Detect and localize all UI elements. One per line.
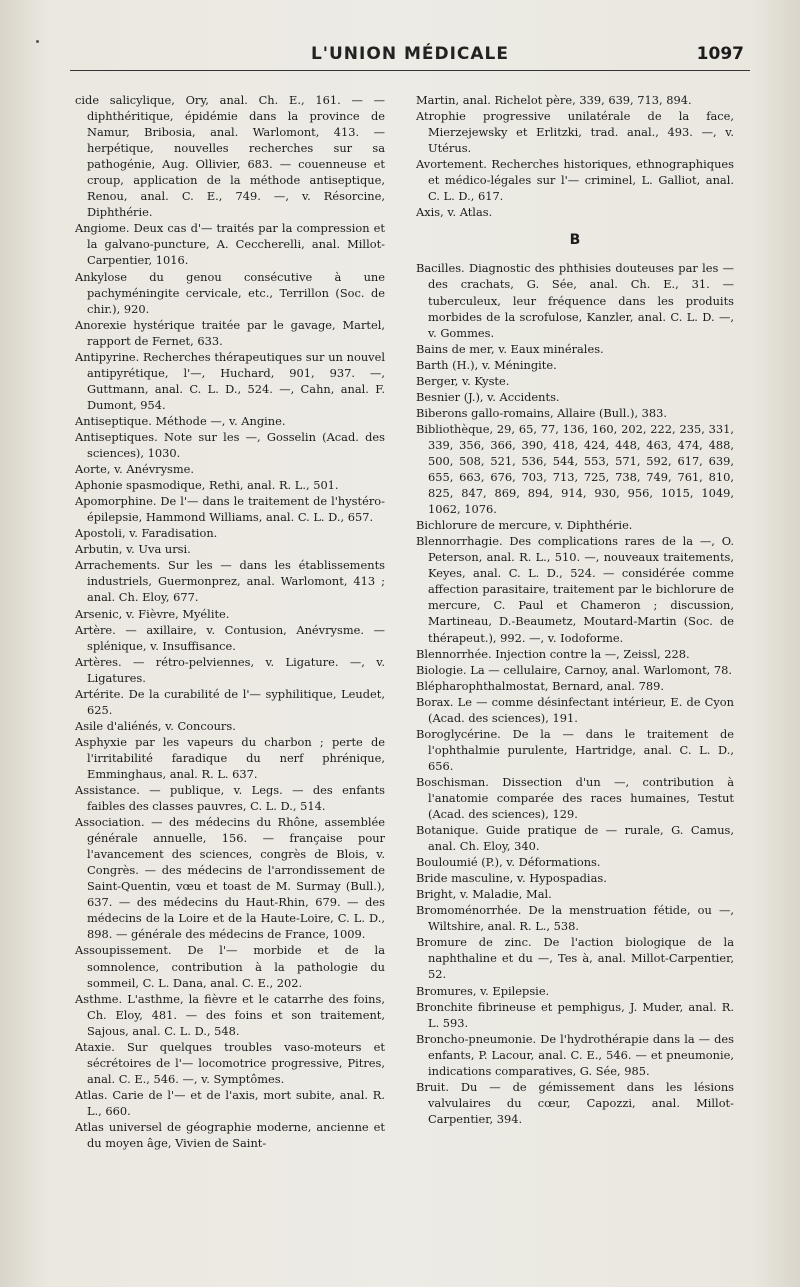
index-entry: Asphyxie par les vapeurs du charbon ; perte de l'irritabilité faradique du nerf phrénique, Emminghaus, anal. R. L. 637. xyxy=(75,734,385,781)
index-entry: Aphonie spasmodique, Rethi, anal. R. L., 501. xyxy=(75,478,339,493)
index-entry: Angiome. Deux cas d'— traités par la compression et la galvano-puncture, A. Ceccherelli, anal. Millot-Carpentier, 1016. xyxy=(75,221,385,268)
index-entry: Martin, anal. Richelot père, 339, 639, 713, 894. xyxy=(416,93,692,107)
section-letter-heading: B xyxy=(569,232,581,249)
index-entry: Bright, v. Maladie, Mal. xyxy=(416,887,552,902)
index-entry: Assistance. — publique, v. Legs. — des enfants faibles des classes pauvres, C. L. D., 514. xyxy=(75,783,385,814)
index-entry: Biberons gallo-romains, Allaire (Bull.), 383. xyxy=(416,405,668,420)
index-entry: Botanique. Guide pratique de — rurale, G. Camus, anal. Ch. Eloy, 340. xyxy=(416,823,734,854)
index-entry: Bromoménorrhée. De la menstruation fétide, ou —, Wiltshire, anal. R. L., 538. xyxy=(416,903,734,934)
index-entry: Bacilles. Diagnostic des phthisies douteuses par les — des crachats, G. Sée, anal. Ch. E., 31. — tuberculeux, leur fréquence dans les produits morbides de la scrofulose, Kanzler, anal. C. L. D. —, v. Gommes. xyxy=(416,261,734,340)
index-entry: Aorte, v. Anévrysme. xyxy=(75,462,195,477)
index-entry: Boschisman. Dissection d'un —, contribution à l'anatomie comparée des races humaines, Testut (Acad. des sciences), 129. xyxy=(416,774,734,822)
index-entry: Bouloumié (P.), v. Déformations. xyxy=(416,855,601,870)
right-column xyxy=(416,92,734,1127)
page-number: 1097 xyxy=(696,44,744,64)
index-entry: Artérite. De la curabilité de l'— syphilitique, Leudet, 625. xyxy=(75,686,385,717)
running-header xyxy=(70,40,750,76)
header-rule xyxy=(70,70,750,71)
index-entry: Association. — des médecins du Rhône, assemblée générale annuelle, 156. — française pour l'avancement des sciences, congrès de Blois, v. Congrès. — des médecins de l'arrondissement de Saint-Quentin, vœu et toast de M. Surmay (Bull.), 637. — des médecins du Haut-Rhin, 679. — des médecins de la Loire et de la Haute-Loire, C. L. D., 898. — générale des médecins de France, 1009. xyxy=(75,815,385,942)
index-entry: Bruit. Du — de gémissement dans les lésions valvulaires du cœur, Capozzi, anal. Millot-Carpentier, 394. xyxy=(416,1079,734,1126)
index-entry: Artères. — rétro-pelviennes, v. Ligature. —, v. Ligatures. xyxy=(75,654,385,685)
index-entry: Arbutin, v. Uva ursi. xyxy=(75,542,191,557)
index-entry: Barth (H.), v. Méningite. xyxy=(416,357,557,372)
index-entry: Berger, v. Kyste. xyxy=(416,373,510,388)
index-entry: Assoupissement. De l'— morbide et de la somnolence, contribution à la pathologie du sommeil, C. L. Dana, anal. C. E., 202. xyxy=(75,943,385,990)
index-entry: Boroglycérine. De la — dans le traitement de l'ophthalmie purulente, Hartridge, anal. C. L. D., 656. xyxy=(416,726,734,773)
index-entry: Apostoli, v. Faradisation. xyxy=(75,526,218,541)
index-entry: Bromure de zinc. De l'action biologique de la naphthaline et du —, Tes à, anal. Millot-Carpentier, 52. xyxy=(416,935,734,982)
index-entry: Broncho-pneumonie. De l'hydrothérapie dans la — des enfants, P. Lacour, anal. C. E., 546. — et pneumonie, indications comparatives, G. Sée, 985. xyxy=(416,1031,734,1078)
index-entry: Apomorphine. De l'— dans le traitement de l'hystéro-épilepsie, Hammond Williams, anal. C. L. D., 657. xyxy=(75,494,385,525)
left-column xyxy=(75,92,385,1151)
index-entry: Atlas universel de géographie moderne, ancienne et du moyen âge, Vivien de Saint- xyxy=(75,1120,385,1151)
index-entry: Avortement. Recherches historiques, ethnographiques et médico-légales sur l'— criminel, L. Galliot, anal. C. L. D., 617. xyxy=(416,157,734,204)
index-entry: Arsenic, v. Fièvre, Myélite. xyxy=(75,606,230,621)
index-entry: Axis, v. Atlas. xyxy=(416,205,493,220)
index-entry: Bains de mer, v. Eaux minérales. xyxy=(416,341,604,356)
index-entry: Asile d'aliénés, v. Concours. xyxy=(75,718,236,733)
index-entry: Borax. Le — comme désinfectant intérieur, E. de Cyon (Acad. des sciences), 191. xyxy=(416,694,734,725)
index-entry: cide salicylique, Ory, anal. Ch. E., 161. — — diphthéritique, épidémie dans la province de Namur, Bribosia, anal. Warlomont, 413. — herpétique, nouvelles recherches sur sa pathogénie, Aug. Ollivier, 683. — couenneuse et croup, application de la méthode antiseptique, Renou, anal. C. E., 749. —, v. Résorcine, Diphthérie. xyxy=(75,93,385,220)
index-entry: Besnier (J.), v. Accidents. xyxy=(416,389,560,404)
index-entry: Artère. — axillaire, v. Contusion, Anévrysme. — splénique, v. Insuffisance. xyxy=(75,622,385,653)
index-entry: Ataxie. Sur quelques troubles vaso-moteurs et sécrétoires de l'— locomotrice progressive, Pitres, anal. C. E., 546. —, v. Symptômes. xyxy=(75,1039,385,1086)
index-entry: Anorexie hystérique traitée par le gavage, Martel, rapport de Fernet, 633. xyxy=(75,317,385,348)
index-entry: Bichlorure de mercure, v. Diphthérie. xyxy=(416,518,633,533)
index-entry: Asthme. L'asthme, la fièvre et le catarrhe des foins, Ch. Eloy, 481. — des foins et son traitement, Sajous, anal. C. L. D., 548. xyxy=(75,991,385,1038)
index-entry: Blennorrhée. Injection contre la —, Zeissl, 228. xyxy=(416,646,690,661)
index-entry: Bride masculine, v. Hypospadias. xyxy=(416,871,607,886)
index-entry: Biologie. La — cellulaire, Carnoy, anal. Warlomont, 78. xyxy=(416,662,733,677)
index-entry: Atlas. Carie de l'— et de l'axis, mort subite, anal. R. L., 660. xyxy=(75,1087,385,1118)
index-entry: Antiseptique. Méthode —, v. Angine. xyxy=(75,413,286,428)
index-entry: Ankylose du genou consécutive à une pachyméningite cervicale, etc., Terrillon (Soc. de chir.), 920. xyxy=(75,269,385,316)
index-entry: Blennorrhagie. Des complications rares de la —, O. Peterson, anal. R. L., 510. —, nouveaux traitements, Keyes, anal. C. L. D., 524. — considérée comme affection parasitaire, traitement par le bichlorure de mercure, C. Paul et Chameron ; discussion, Martineau, D.-Beaumetz, Moutard-Martin (Soc. de thérapeut.), 992. —, v. Iodoforme. xyxy=(416,534,734,645)
index-entry: Antipyrine. Recherches thérapeutiques sur un nouvel antipyrétique, l'—, Huchard, 901, 937. —, Guttmann, anal. C. L. D., 524. —, Cahn, anal. F. Dumont, 954. xyxy=(75,349,385,412)
margin-speck xyxy=(36,40,39,43)
index-entry: Arrachements. Sur les — dans les établissements industriels, Guermonprez, anal. Warlomont, 413 ; anal. Ch. Eloy, 677. xyxy=(75,558,385,605)
index-entry: Atrophie progressive unilatérale de la face, Mierzejewsky et Erlitzki, trad. anal., 493. —, v. Utérus. xyxy=(416,109,734,156)
journal-title: L'UNION MÉDICALE xyxy=(310,44,510,64)
index-entry: Bronchite fibrineuse et pemphigus, J. Muder, anal. R. L. 593. xyxy=(416,999,734,1030)
index-entry: Blépharophthalmostat, Bernard, anal. 789. xyxy=(416,678,664,693)
index-entry: Bibliothèque, 29, 65, 77, 136, 160, 202, 222, 235, 331, 339, 356, 366, 390, 418, 424, 448, 463, 474, 488, 500, 508, 521, 536, 544, 553, 571, 592, 617, 639, 655, 663, 676, 703, 713, 725, 738, 749, 761, 810, 825, 847, 869, 894, 914, 930, 956, 1015, 1049, 1062, 1076. xyxy=(416,421,734,517)
index-entry: Antiseptiques. Note sur les —, Gosselin (Acad. des sciences), 1030. xyxy=(75,429,385,461)
index-entry: Bromures, v. Epilepsie. xyxy=(416,983,550,998)
